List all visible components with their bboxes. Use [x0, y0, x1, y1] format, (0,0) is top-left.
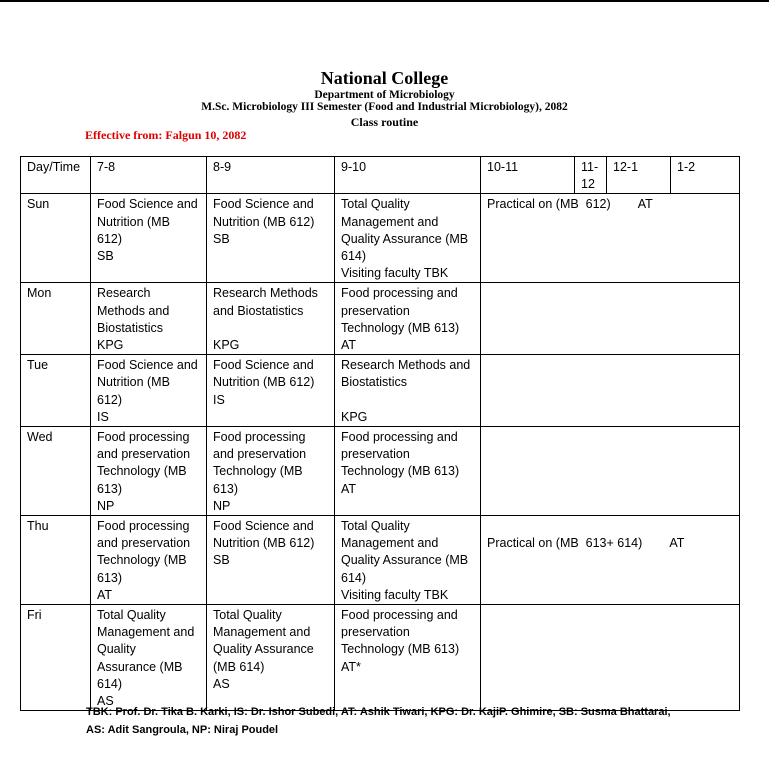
empty-practical-cell	[481, 355, 740, 427]
header-cell-12-1: 12-1	[607, 157, 671, 194]
department-name: Department of Microbiology	[314, 89, 455, 101]
day-cell: Mon	[21, 283, 91, 355]
cell-text-line: and Biostatistics	[213, 303, 304, 318]
empty-practical-cell	[481, 605, 740, 711]
cell-text-line: and preservation	[97, 447, 191, 462]
row-thu	[21, 516, 740, 605]
cell-text-line: 614)	[341, 249, 367, 264]
cell-8-9	[207, 355, 335, 427]
cell-text-line: KPG	[213, 338, 240, 353]
header-cell-1-2: 1-2	[671, 157, 740, 194]
header-cell-8-9: 8-9	[207, 157, 335, 194]
header-cell-7-8: 7-8	[91, 157, 207, 194]
cell-9-10	[335, 427, 481, 516]
top-border-line	[0, 0, 769, 2]
faculty-legend-line-1: TBK: Prof. Dr. Tika B. Karki, IS: Dr. Ishor Subedi, AT: Ashik Tiwari, KPG: Dr. KajiP. Ghimire, SB: Susma Bhattarai,	[86, 706, 671, 718]
cell-text-line: AT*	[341, 659, 361, 674]
cell-text-line: Nutrition (MB	[97, 214, 170, 229]
cell-7-8	[91, 355, 207, 427]
cell-8-9	[207, 605, 335, 711]
cell-text-line: KPG	[341, 409, 368, 424]
cell-text-line: Food processing and	[341, 286, 458, 301]
cell-text-line: IS	[97, 409, 109, 424]
cell-text-line: Food processing	[213, 430, 306, 445]
cell-text-line: Research Methods	[213, 286, 318, 301]
cell-text-line: Management and	[341, 536, 439, 551]
cell-text-line: Total Quality	[341, 519, 410, 534]
cell-text-line: AT	[341, 481, 357, 496]
cell-text-line: Food processing	[97, 430, 190, 445]
cell-text-line	[341, 392, 474, 409]
day-cell: Thu	[21, 516, 91, 605]
cell-text-line: (MB 614)	[213, 659, 265, 674]
cell-text-line: 613)	[213, 481, 239, 496]
empty-practical-cell	[481, 283, 740, 355]
day-cell: Wed	[21, 427, 91, 516]
program-name: M.Sc. Microbiology III Semester (Food and Industrial Microbiology), 2082	[201, 101, 568, 113]
cell-text-line: KPG	[97, 338, 124, 353]
cell-7-8	[91, 516, 207, 605]
cell-text-line: Technology (MB	[97, 553, 187, 568]
cell-text-line: Visiting faculty TBK	[341, 266, 449, 281]
cell-9-10	[335, 355, 481, 427]
cell-text-line: Methods and	[97, 303, 170, 318]
faculty-legend-line-2: AS: Adit Sangroula, NP: Niraj Poudel	[86, 724, 279, 736]
practical-label: Practical on (MB 613+ 614)	[487, 536, 643, 551]
cell-text-line: preservation	[341, 625, 410, 640]
empty-practical-cell	[481, 427, 740, 516]
day-cell: Tue	[21, 355, 91, 427]
cell-text-line: Quality Assurance (MB	[341, 553, 469, 568]
cell-9-10	[335, 283, 481, 355]
cell-text-line: Food Science and	[213, 519, 314, 534]
cell-text-line: AT	[341, 338, 357, 353]
cell-text-line: Nutrition (MB 612)	[213, 536, 315, 551]
practical-label: Practical on (MB 612)	[487, 197, 611, 212]
cell-9-10	[335, 516, 481, 605]
cell-text-line: Biostatistics	[341, 375, 407, 390]
cell-text-line: Assurance (MB	[97, 659, 183, 674]
cell-text-line: Management and	[213, 625, 311, 640]
cell-text-line: NP	[97, 498, 115, 513]
cell-text-line: Food processing and	[341, 608, 458, 623]
cell-7-8	[91, 605, 207, 711]
cell-text-line: and preservation	[97, 536, 191, 551]
cell-text-line: preservation	[341, 447, 410, 462]
cell-text-line: Quality	[97, 642, 136, 657]
cell-text-line: Food processing and	[341, 430, 458, 445]
cell-7-8	[91, 283, 207, 355]
cell-text-line: 613)	[97, 481, 123, 496]
cell-text-line: Nutrition (MB	[97, 375, 170, 390]
cell-text-line: AS	[97, 694, 114, 709]
cell-text-line: Food processing	[97, 519, 190, 534]
header-cell-day: Day/Time	[21, 157, 91, 194]
row-wed	[21, 427, 740, 516]
header-cell-9-10: 9-10	[335, 157, 481, 194]
day-cell: Sun	[21, 194, 91, 283]
cell-text-line: and preservation	[213, 447, 307, 462]
cell-text-line: 614)	[97, 676, 123, 691]
cell-text-line: Technology (MB 613)	[341, 320, 460, 335]
cell-text-line: Technology (MB 613)	[341, 642, 460, 657]
cell-7-8	[91, 194, 207, 283]
cell-text-line: Total Quality	[213, 608, 282, 623]
cell-text-line: 614)	[341, 570, 367, 585]
practical-cell	[481, 516, 740, 605]
cell-8-9	[207, 194, 335, 283]
cell-text-line: 612)	[97, 392, 123, 407]
cell-text-line: Management and	[97, 625, 195, 640]
cell-7-8	[91, 427, 207, 516]
cell-text-line: SB	[213, 553, 230, 568]
cell-text-line: 612)	[97, 231, 123, 246]
cell-text-line: preservation	[341, 303, 410, 318]
cell-text-line: IS	[213, 392, 225, 407]
header-row	[21, 157, 740, 194]
cell-8-9	[207, 283, 335, 355]
cell-text-line: Technology (MB 613)	[341, 464, 460, 479]
cell-text-line: Research Methods and	[341, 358, 471, 373]
cell-text-line: NP	[213, 498, 231, 513]
cell-8-9	[207, 427, 335, 516]
cell-text-line: Technology (MB	[213, 464, 303, 479]
cell-text-line: Visiting faculty TBK	[341, 587, 449, 602]
cell-text-line: Technology (MB	[97, 464, 187, 479]
cell-text-line: Food Science and	[213, 197, 314, 212]
row-fri	[21, 605, 740, 711]
cell-text-line: 613)	[97, 570, 123, 585]
cell-text-line: Quality Assurance (MB	[341, 231, 469, 246]
cell-text-line: Nutrition (MB 612)	[213, 214, 315, 229]
cell-9-10	[335, 194, 481, 283]
cell-text-line: Total Quality	[341, 197, 410, 212]
class-routine-table	[20, 156, 740, 711]
document-title: Class routine	[350, 115, 419, 129]
cell-text-line	[213, 320, 328, 337]
cell-text-line: Quality Assurance	[213, 642, 314, 657]
cell-text-line: Food Science and	[97, 197, 198, 212]
practical-cell	[481, 194, 740, 283]
day-cell: Fri	[21, 605, 91, 711]
cell-text-line: AT	[97, 587, 113, 602]
cell-8-9	[207, 516, 335, 605]
cell-text-line: Management and	[341, 214, 439, 229]
cell-text-line: Total Quality	[97, 608, 166, 623]
cell-text-line: Biostatistics	[97, 320, 163, 335]
effective-date: Effective from: Falgun 10, 2082	[85, 128, 247, 142]
college-title: National College	[320, 68, 449, 88]
cell-text-line: AS	[213, 676, 230, 691]
practical-teacher: AT	[669, 536, 685, 551]
row-tue	[21, 355, 740, 427]
header-cell-11-12: 11-12	[575, 157, 607, 194]
cell-9-10	[335, 605, 481, 711]
cell-text-line: Research	[97, 286, 151, 301]
cell-text-line: Food Science and	[97, 358, 198, 373]
header-cell-10-11: 10-11	[481, 157, 575, 194]
cell-text-line: Nutrition (MB 612)	[213, 375, 315, 390]
row-mon	[21, 283, 740, 355]
practical-teacher: AT	[637, 197, 653, 212]
cell-text-line: SB	[213, 231, 230, 246]
row-sun	[21, 194, 740, 283]
cell-text-line: SB	[97, 249, 114, 264]
cell-text-line: Food Science and	[213, 358, 314, 373]
